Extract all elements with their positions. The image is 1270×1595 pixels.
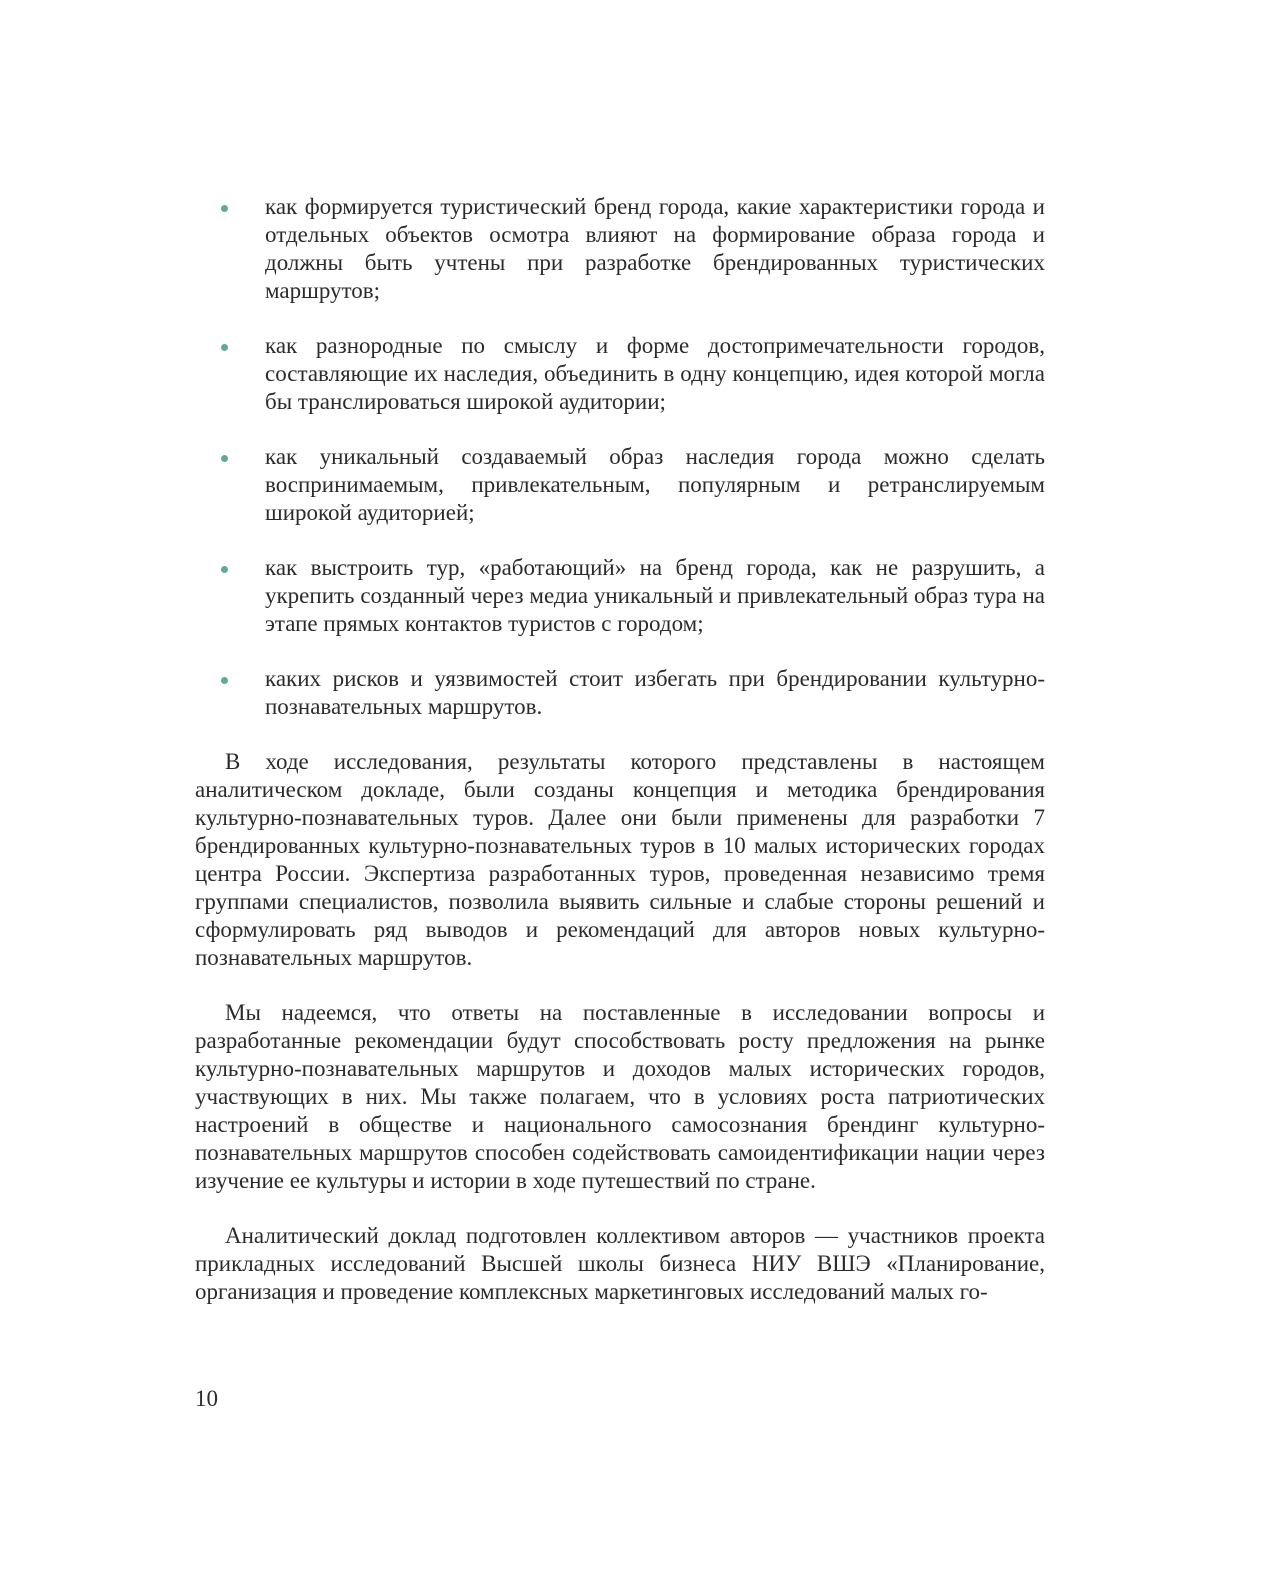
bullet-item <box>195 332 1045 416</box>
bullet-list <box>195 193 1045 721</box>
bullet-text: как разнородные по смыслу и форме достопримечательности городов, составляющие их наследия, объединить в одну концепцию, идея которой могла бы транслироваться широкой аудитории; <box>265 333 1045 414</box>
bullet-dot-icon <box>221 455 228 462</box>
bullet-text: как выстроить тур, «работающий» на бренд города, как не разрушить, а укрепить созданный через медиа уникальный и привлекательный образ тура на этапе прямых контактов туристов с городом; <box>265 555 1045 636</box>
bullet-item <box>195 193 1045 305</box>
bullet-text: каких рисков и уязвимостей стоит избегать при брендировании культурно-познавательных маршрутов. <box>265 666 1045 719</box>
bullet-dot-icon <box>221 205 228 212</box>
page-number: 10 <box>195 1386 218 1411</box>
bullet-text: как уникальный создаваемый образ наследия города можно сделать воспринимаемым, привлекательным, популярным и ретранслируемым широкой аудиторией; <box>265 444 1045 525</box>
bullet-item <box>195 443 1045 527</box>
body-paragraph: В ходе исследования, результаты которого представлены в настоящем аналитическом докладе, были созданы концепция и методика брендирования культурно-познавательных туров. Далее они были применены для разработки 7 брендированных культурно-познавательных туров в 10 малых исторических городах центра России. Экспертиза разработанных туров, проведенная независимо тремя группами специалистов, позволила выявить сильные и слабые стороны решений и сформулировать ряд выводов и рекомендаций для авторов новых культурно-познавательных маршрутов. <box>195 749 1045 970</box>
body-paragraph: Мы надеемся, что ответы на поставленные в исследовании вопросы и разработанные рекомендации будут способствовать росту предложения на рынке культурно-познавательных маршрутов и доходов малых исторических городов, участвующих в них. Мы также полагаем, что в условиях роста патриотических настроений в обществе и национального самосознания брендинг культурно-познавательных маршрутов способен содействовать самоидентификации нации через изучение ее культуры и истории в ходе путешествий по стране. <box>195 1000 1045 1193</box>
bullet-dot-icon <box>221 344 228 351</box>
bullet-dot-icon <box>221 677 228 684</box>
body-paragraph: Аналитический доклад подготовлен коллективом авторов — участников проекта прикладных исследований Высшей школы бизнеса НИУ ВШЭ «Планирование, организация и проведение комплексных маркетинговых исследований малых го- <box>195 1223 1045 1304</box>
bullet-dot-icon <box>221 566 228 573</box>
bullet-item <box>195 554 1045 638</box>
bullet-item <box>195 665 1045 721</box>
bullet-text: как формируется туристический бренд города, какие характеристики города и отдельных объектов осмотра влияют на формирование образа города и должны быть учтены при разработке брендированных туристических маршрутов; <box>265 194 1045 303</box>
text-column <box>195 193 1045 1333</box>
